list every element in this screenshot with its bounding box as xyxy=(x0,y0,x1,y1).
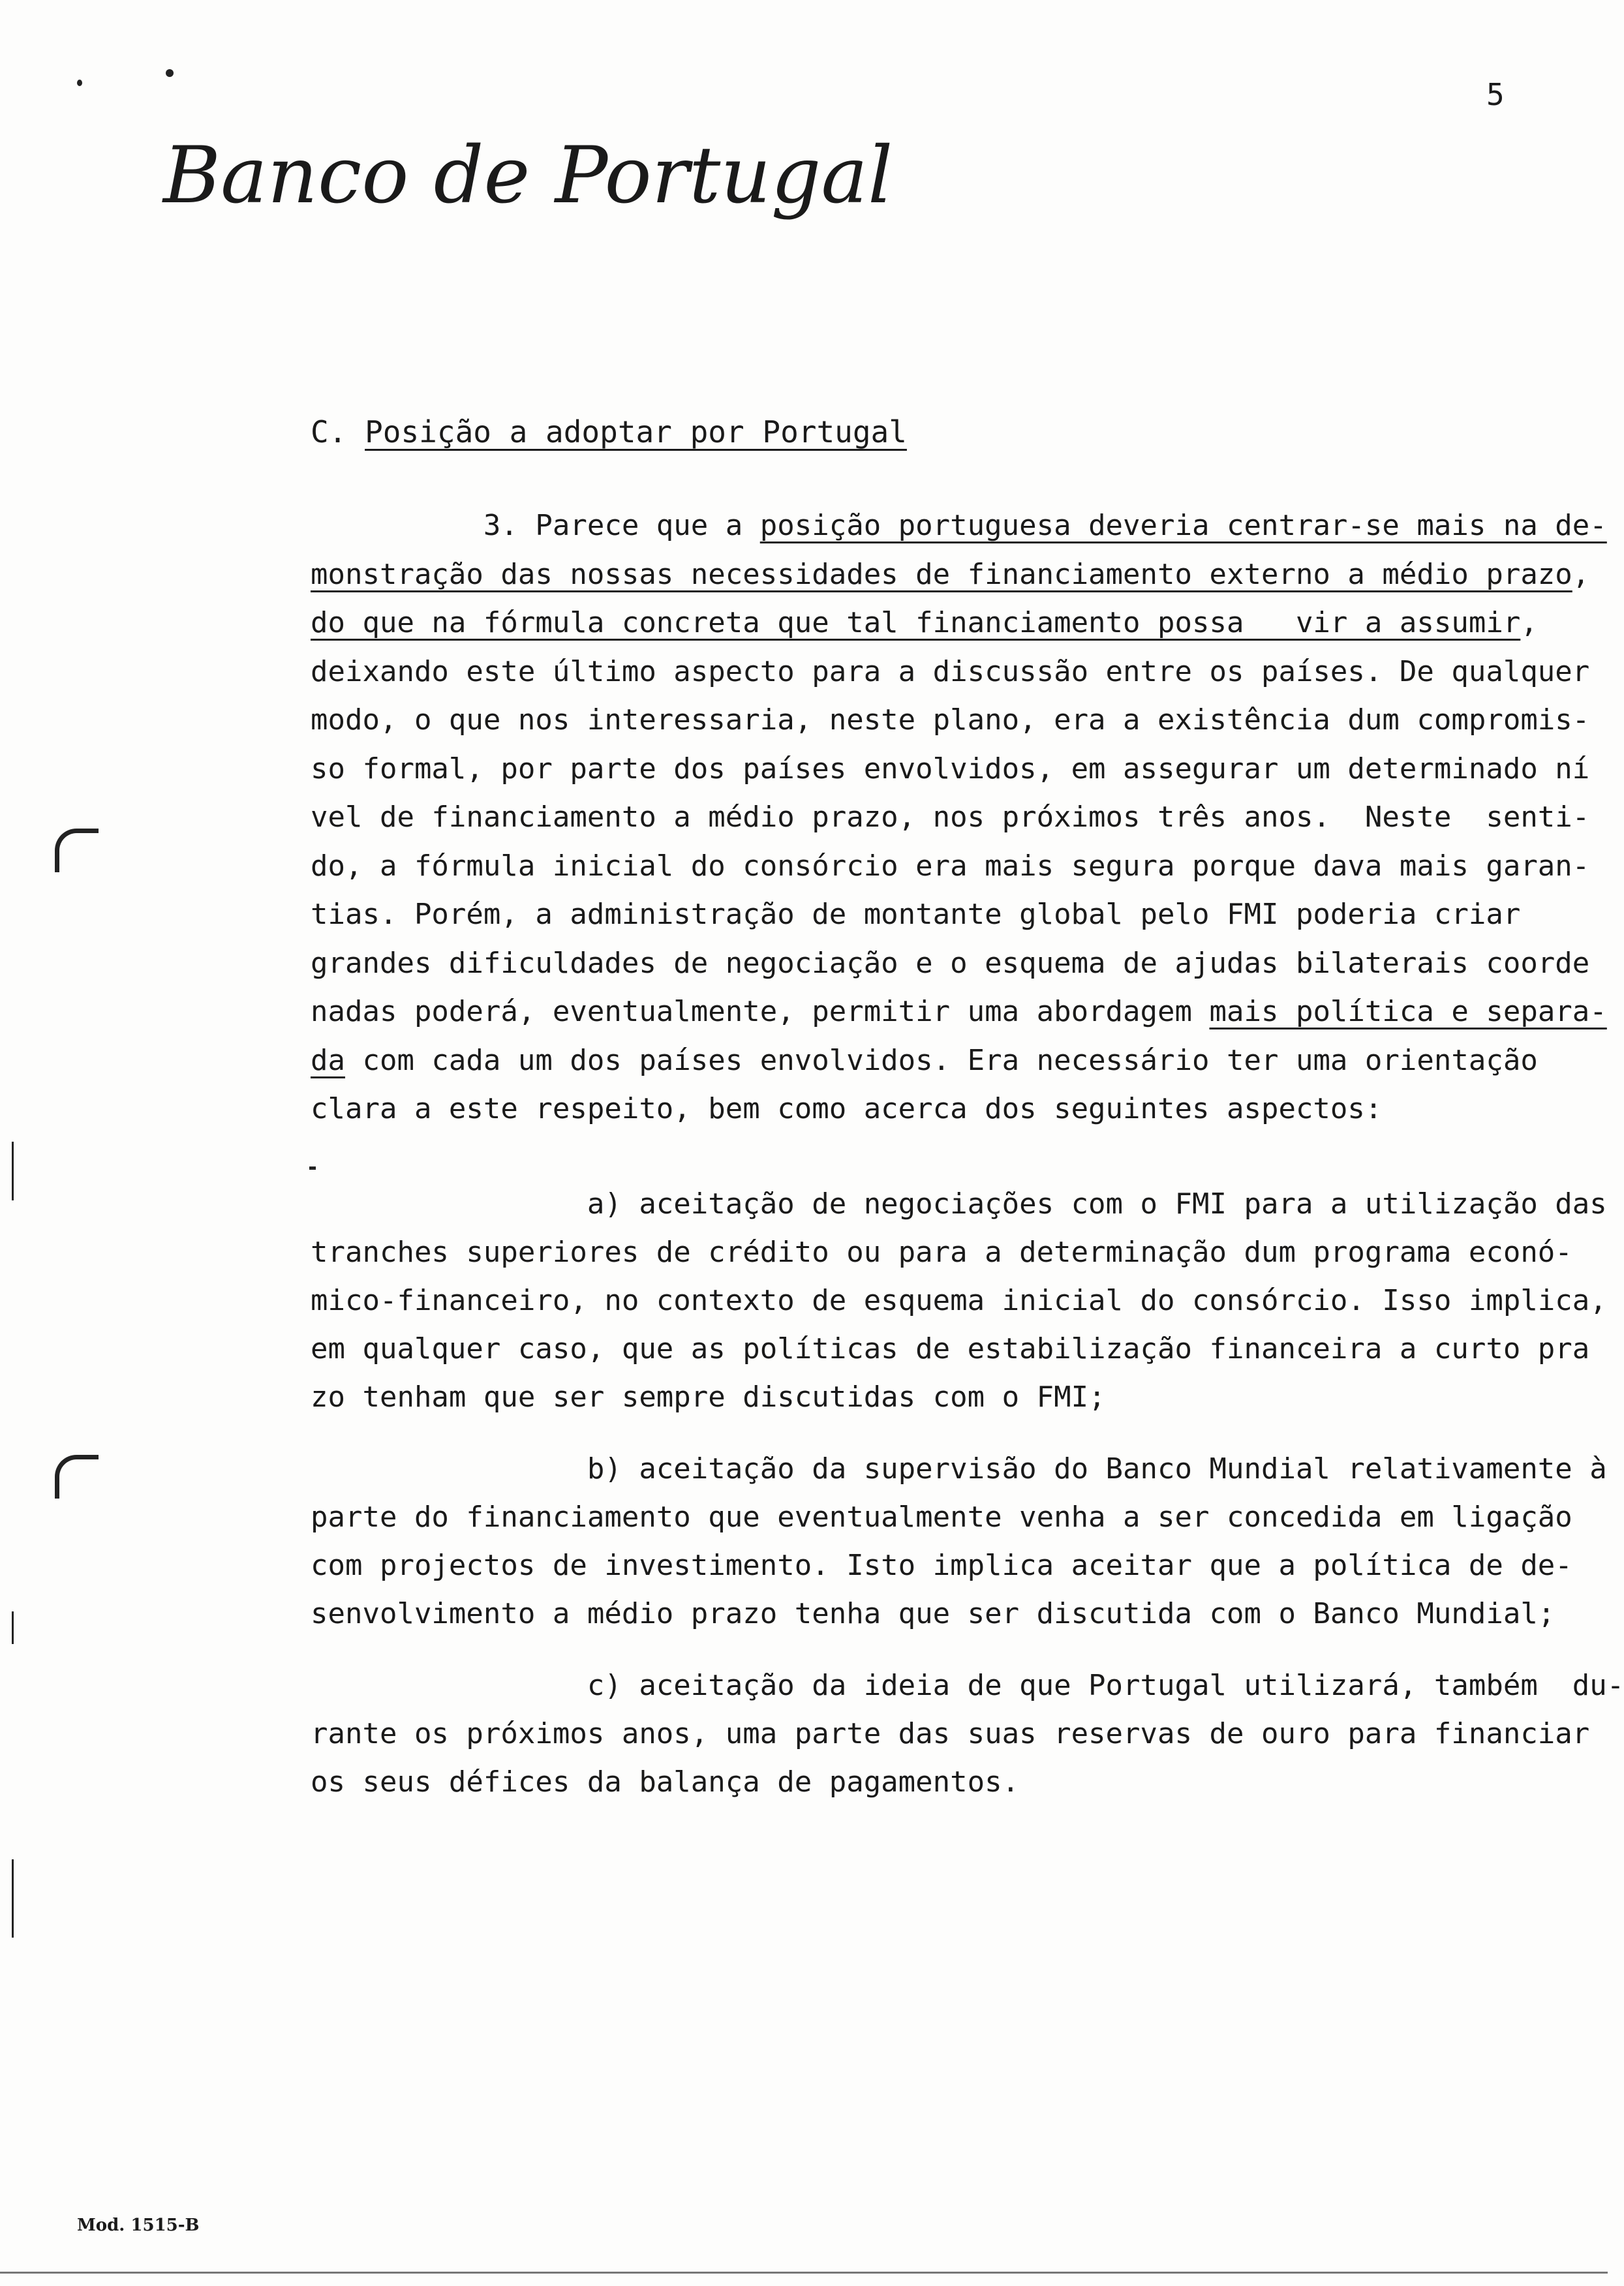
paragraph-line xyxy=(311,750,1589,789)
letterhead-text: Banco de Portugal xyxy=(163,130,893,221)
item-line: parte do financiamento que eventualmente venha a ser concedida em ligação xyxy=(311,1501,1572,1534)
paragraph-line xyxy=(311,847,1589,886)
margin-tick xyxy=(12,1611,14,1644)
text-span: tias. Porém, a administração de montante global pelo FMI poderia criar xyxy=(311,898,1521,931)
margin-dot xyxy=(309,1166,316,1170)
heading-prefix: C. xyxy=(311,414,365,450)
underlined-text: do que na fórmula concreta que tal financiamento possa vir a assumir xyxy=(311,606,1521,639)
text-span: so formal, por parte dos países envolvidos, em assegurar um determinado ní xyxy=(311,752,1590,785)
margin-tick xyxy=(12,1859,14,1938)
paragraph-line xyxy=(311,506,1607,545)
text-span: vel de financiamento a médio prazo, nos próximos três anos. Neste senti- xyxy=(311,800,1590,834)
item-line: c) aceitação da ideia de que Portugal utilizará, também du- xyxy=(311,1669,1624,1702)
paragraph-line xyxy=(311,895,1520,934)
margin-tick xyxy=(12,1142,14,1200)
underlined-text: mais política e separa- xyxy=(1209,995,1607,1028)
item-line: zo tenham que ser sempre discutidas com o FMI; xyxy=(311,1380,1106,1414)
underlined-text: da xyxy=(311,1043,345,1077)
item-line: tranches superiores de crédito ou para a determinação dum programa econó- xyxy=(311,1236,1572,1269)
paragraph-line xyxy=(311,652,1589,692)
text-span: deixando este último aspecto para a discussão entre os países. De qualquer xyxy=(311,654,1590,688)
paragraph-line xyxy=(311,992,1607,1031)
bottom-rule xyxy=(0,2272,1608,2274)
section-heading xyxy=(311,412,907,451)
underlined-text: posição portuguesa deveria centrar-se mais na de- xyxy=(759,509,1607,542)
margin-dot xyxy=(77,80,82,86)
paragraph-line xyxy=(311,1041,1538,1080)
punch-hole-mark xyxy=(55,1455,99,1499)
paragraph-line xyxy=(311,603,1538,643)
heading-title: Posição a adoptar por Portugal xyxy=(365,414,907,450)
paragraph-line xyxy=(311,1090,1382,1129)
text-span: , xyxy=(1520,606,1538,639)
item-line: os seus défices da balança de pagamentos. xyxy=(311,1765,1020,1799)
text-span: , xyxy=(1572,557,1590,591)
text-span: 3. Parece que a xyxy=(311,509,760,542)
page-number: 5 xyxy=(1486,77,1505,112)
item-line: a) aceitação de negociações com o FMI para a utilização das xyxy=(311,1187,1607,1221)
underlined-text: monstração das nossas necessidades de financiamento externo a médio prazo xyxy=(311,557,1572,591)
item-line: senvolvimento a médio prazo tenha que ser discutida com o Banco Mundial; xyxy=(311,1597,1555,1630)
margin-dot xyxy=(166,69,174,77)
item-line: b) aceitação da supervisão do Banco Mundial relativamente à xyxy=(311,1452,1607,1486)
letterhead-logo xyxy=(157,104,893,261)
form-code: Mod. 1515-B xyxy=(77,2216,200,2235)
item-line: com projectos de investimento. Isto implica aceitar que a política de de- xyxy=(311,1549,1572,1582)
item-line: em qualquer caso, que as políticas de estabilização financeira a curto pra xyxy=(311,1332,1590,1365)
text-span: nadas poderá, eventualmente, permitir uma abordagem xyxy=(311,995,1210,1028)
text-span: grandes dificuldades de negociação e o esquema de ajudas bilaterais coorde xyxy=(311,946,1590,980)
item-line: mico-financeiro, no contexto de esquema inicial do consórcio. Isso implica, xyxy=(311,1284,1607,1317)
paragraph-line xyxy=(311,944,1589,983)
paragraph-line xyxy=(311,701,1589,740)
punch-hole-mark xyxy=(55,829,99,872)
text-span: modo, o que nos interessaria, neste plano, era a existência dum compromis- xyxy=(311,703,1590,737)
paragraph-line xyxy=(311,555,1589,594)
paragraph-line xyxy=(311,798,1589,837)
text-span: do, a fórmula inicial do consórcio era mais segura porque dava mais garan- xyxy=(311,849,1590,883)
text-span: clara a este respeito, bem como acerca dos seguintes aspectos: xyxy=(311,1092,1383,1125)
item-line: rante os próximos anos, uma parte das suas reservas de ouro para financiar xyxy=(311,1717,1590,1750)
text-span: com cada um dos países envolvidos. Era necessário ter uma orientação xyxy=(345,1043,1538,1077)
